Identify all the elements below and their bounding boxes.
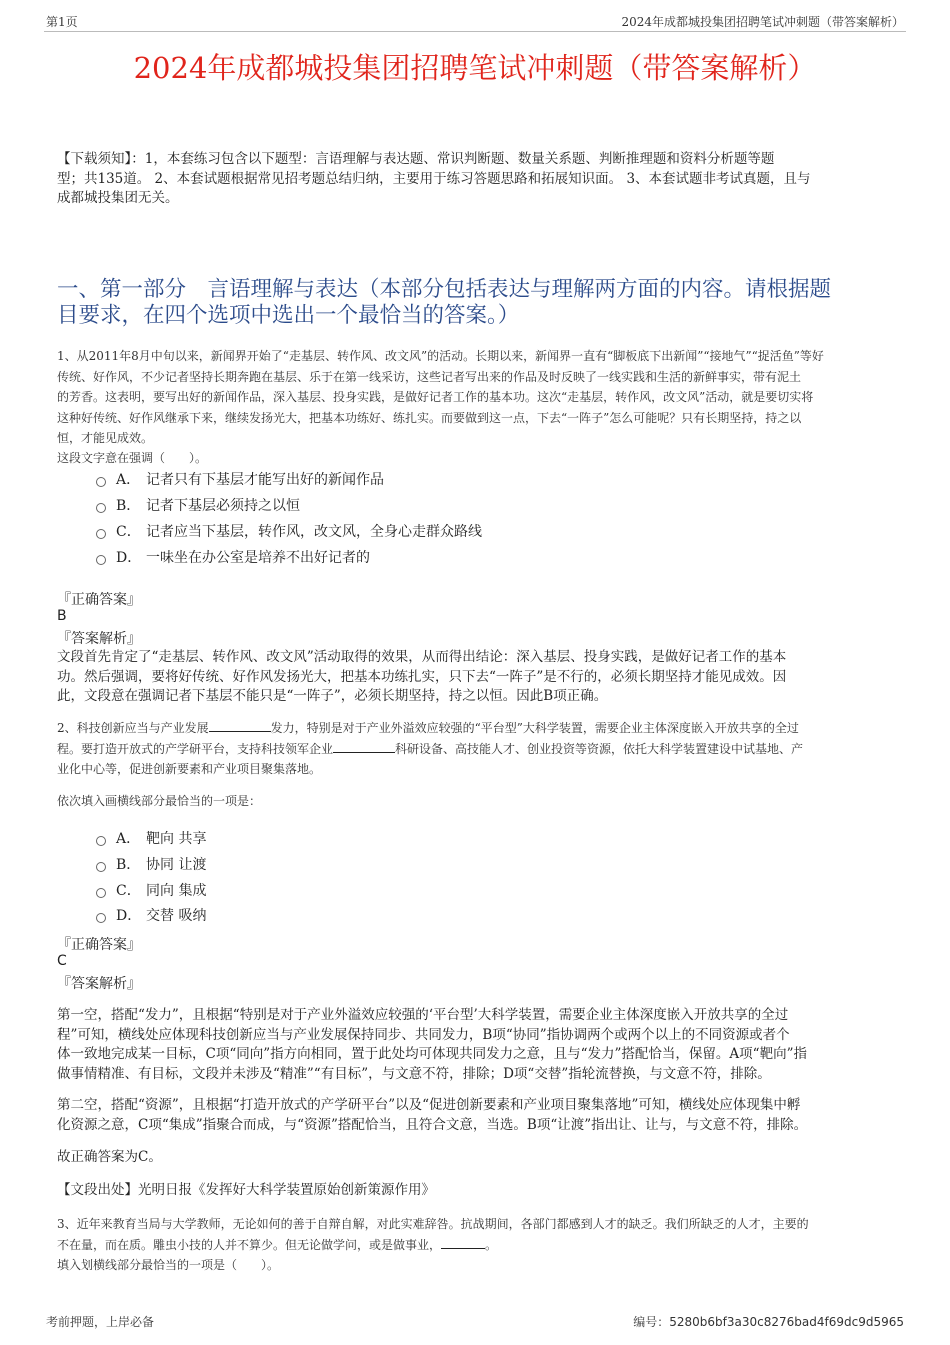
question-2-analysis-para-1	[57, 1006, 907, 1084]
notice-line: 【下载须知】：1，本套练习包含以下题型：言语理解与表达题、常识判断题、数量关系题、判断推理题和资料分析题等题	[57, 151, 775, 167]
analysis-line: 文段首先肯定了“走基层、转作风、改文风”活动取得的效果，从而得出结论：深入基层、投身实践，是做好记者工作的基本	[57, 649, 787, 665]
question-3-stem	[57, 1214, 917, 1276]
analysis-line: 功。然后强调，要将好传统、好作风发扬光大，把基本功练扎实，只下去“一阵子”是不行的，必须长期坚持才能见成效。因	[57, 668, 787, 685]
analysis-heading: 『答案解析』	[57, 976, 141, 992]
stem-line: 3、近年来教育当局与大学教师，无论如何的善于自辩自解，对此实难辞咎。抗战期间，各部门都感到人才的缺乏。我们所缺乏的人才，主要的	[57, 1217, 809, 1231]
stem-line: 填入划横线部分最恰当的一项是（ ）。	[57, 1258, 280, 1272]
question-1-option-b[interactable]	[96, 495, 300, 515]
radio-icon[interactable]	[96, 913, 106, 923]
analysis-line: 体一致地完成某一目标，C项“同向”指方向相同，置于此处均可体现共同发力之意，且与“发力”搭配恰当，保留。A项“靶向”指	[57, 1046, 807, 1062]
question-1-option-a[interactable]	[96, 469, 384, 489]
section-heading-line: 目要求，在四个选项中选出一个最恰当的答案。）	[57, 303, 520, 328]
analysis-line: 第二空，搭配“资源”，且根据“打造开放式的产学研平台”以及“促进创新要素和产业项目聚集落地”可知，横线处应体现集中孵	[57, 1097, 801, 1113]
analysis-line: 第一空，搭配“发力”，且根据“特别是对于产业外溢效应较强的‘平台型’大科学装置，需要企业主体深度嵌入开放共享的全过	[57, 1007, 789, 1023]
option-label: A．	[116, 831, 141, 847]
radio-icon[interactable]	[96, 862, 106, 872]
stem-line: 的芳香。这表明，要写出好的新闻作品，深入基层、投身实践，是做好记者工作的基本功。这次“走基层，转作风，改文风”活动，就是要切实将	[57, 390, 814, 404]
footer-code	[633, 1313, 904, 1330]
analysis-line: 程”可知，横线处应体现科技创新应当与产业发展保持同步、共同发力，B项“协同”指协调两个或两个以上的不同资源或者个	[57, 1026, 790, 1043]
stem-line	[57, 739, 917, 760]
correct-answer: C	[57, 953, 67, 969]
page-number: 第1页	[46, 15, 78, 29]
fill-blank	[209, 719, 271, 732]
footer-code-value: 5280b6bf3a30c8276bad4f69dc9d5965	[669, 1315, 904, 1329]
radio-icon[interactable]	[96, 477, 106, 487]
conclusion: 故正确答案为C。	[57, 1149, 162, 1165]
stem-line: 传统、好作风，不少记者坚持长期奔跑在基层、乐于在第一线采访，这些记者写出来的作品及时反映了一线实践和生活的新鲜事实，带有泥土	[57, 369, 802, 384]
question-2-option-c[interactable]	[96, 880, 206, 900]
answer-heading: 『正确答案』	[57, 592, 141, 608]
analysis-line: 化资源之意，C项“集成”指聚合而成，与“资源”搭配恰当，且符合文意，当选。B项“让渡”指出让、让与，与文意不符，排除。	[57, 1116, 808, 1133]
option-label: D．	[116, 550, 142, 566]
option-label: C．	[116, 524, 141, 540]
stem-line: 这种好传统、好作风继承下来，继续发扬光大，把基本功练好、练扎实。而要做到这一点，下去“一阵子”怎么可能呢？只有长期坚持，持之以	[57, 410, 802, 425]
question-2-analysis-para-2	[57, 1096, 907, 1135]
option-label: B．	[116, 498, 141, 514]
option-label: D．	[116, 908, 142, 924]
question-2-option-a[interactable]	[96, 828, 206, 848]
question-2-option-b[interactable]	[96, 854, 206, 874]
download-notice	[57, 150, 907, 209]
question-2-option-d[interactable]	[96, 905, 206, 925]
stem-line	[57, 718, 917, 739]
question-1-option-c[interactable]	[96, 521, 482, 541]
option-text: 记者下基层必须持之以恒	[146, 498, 300, 514]
option-label: B．	[116, 857, 141, 873]
question-2-prompt: 依次填入画横线部分最恰当的一项是：	[57, 794, 262, 808]
header-divider	[44, 31, 906, 32]
question-1-option-d[interactable]	[96, 547, 370, 567]
radio-icon[interactable]	[96, 555, 106, 565]
stem-text: 程。要打造开放式的产学研平台，支持科技领军企业	[57, 741, 334, 756]
radio-icon[interactable]	[96, 836, 106, 846]
question-1-stem	[57, 346, 917, 467]
stem-line	[57, 1235, 917, 1256]
question-2-stem	[57, 718, 917, 780]
stem-text: 发力，特别是对于产业外溢效应较强的“平台型”大科学装置，需要企业主体深度嵌入开放共享的全过	[270, 721, 799, 735]
option-text: 记者应当下基层，转作风，改文风，全身心走群众路线	[146, 524, 482, 540]
option-text: 同向 集成	[146, 883, 207, 899]
stem-text: 2、科技创新应当与产业发展	[57, 721, 209, 735]
option-text: 协同 让渡	[146, 857, 207, 873]
footer-code-label: 编号：	[633, 1315, 670, 1329]
stem-text: 。	[485, 1237, 498, 1252]
option-text: 靶向 共享	[146, 831, 207, 847]
page-title: 2024年成都城投集团招聘笔试冲刺题（带答案解析）	[133, 51, 817, 85]
fill-blank	[333, 740, 395, 753]
stem-text: 不在量，而在质。雕虫小技的人并不算少。但无论做学问，或是做事业，	[57, 1237, 442, 1252]
radio-icon[interactable]	[96, 529, 106, 539]
answer-heading: 『正确答案』	[57, 937, 141, 953]
section-heading	[57, 277, 917, 329]
option-label: C．	[116, 883, 141, 899]
header-doc-title: 2024年成都城投集团招聘笔试冲刺题（带答案解析）	[621, 15, 904, 29]
stem-line: 1、从2011年8月中旬以来，新闻界开始了“走基层、转作风、改文风”的活动。长期以来，新闻界一直有“脚板底下出新闻”“接地气”“捉活鱼”等好	[57, 349, 824, 363]
radio-icon[interactable]	[96, 888, 106, 898]
radio-icon[interactable]	[96, 503, 106, 513]
text-source: 【文段出处】光明日报《发挥好大科学装置原始创新策源作用》	[57, 1182, 435, 1198]
question-1-analysis	[57, 648, 907, 707]
stem-text: 科研设备、高技能人才、创业投资等资源，依托大科学装置建设中试基地、产	[395, 741, 804, 756]
stem-line: 这段文字意在强调（ ）。	[57, 450, 208, 465]
option-text: 交替 吸纳	[146, 908, 207, 924]
stem-line: 恒，才能见成效。	[57, 431, 154, 445]
notice-line: 成都城投集团无关。	[57, 190, 179, 206]
option-text: 一味坐在办公室是培养不出好记者的	[146, 550, 370, 566]
fill-blank	[441, 1236, 485, 1249]
analysis-heading: 『答案解析』	[57, 631, 141, 647]
section-heading-line: 一、第一部分 言语理解与表达（本部分包括表达与理解两方面的内容。请根据题	[57, 277, 832, 302]
notice-line: 型；共135道。 2、本套试题根据常见招考题总结归纳，主要用于练习答题思路和拓展知识面。 3、本套试题非考试真题，且与	[57, 170, 811, 187]
footer-slogan: 考前押题，上岸必备	[46, 1315, 155, 1329]
option-label: A．	[116, 472, 141, 488]
option-text: 记者只有下基层才能写出好的新闻作品	[146, 472, 384, 488]
stem-line: 业化中心等，促进创新要素和产业项目聚集落地。	[57, 762, 322, 776]
correct-answer: B	[57, 608, 67, 624]
analysis-line: 此，文段意在强调记者下基层不能只是“一阵子”，必须长期坚持，持之以恒。因此B项正确。	[57, 688, 608, 704]
analysis-line: 做事情精准、有目标，文段并未涉及“精准”“有目标”，与文意不符，排除；D项“交替”指轮流替换，与文意不符，排除。	[57, 1065, 771, 1082]
